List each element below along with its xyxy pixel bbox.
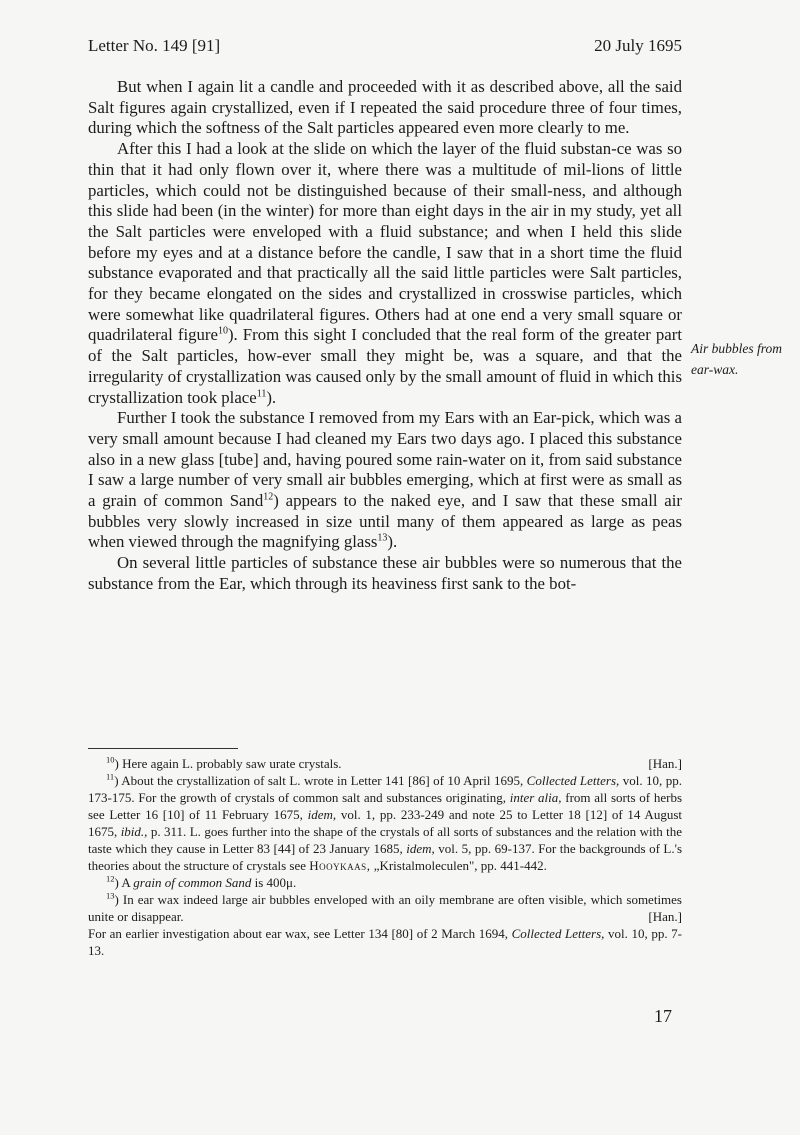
footnote-12-text-a: ) A	[114, 875, 134, 890]
footnote-11-text-g: „Kristalmoleculen", pp. 441-442.	[370, 858, 547, 873]
footnote-10	[88, 755, 682, 772]
footnote-13-attribution: [Han.]	[648, 909, 682, 924]
footnote-13-italic: Collected Letters,	[511, 926, 605, 941]
paragraph-3	[88, 408, 682, 553]
footnote-10-body	[88, 755, 342, 772]
margin-note-line-2: ear-wax.	[691, 361, 739, 377]
footnote-10-number: 10	[106, 754, 115, 765]
footnote-13-continuation	[88, 925, 682, 959]
footnote-11-italic-5: idem,	[406, 841, 435, 856]
footnote-ref-12: 12	[263, 491, 274, 503]
paragraph-3-text-a: Further I took the substance I removed from my Ears with an Ear-pick, which was a very small amount because I had cleaned my Ears two days ago. I placed this substance also in a new glass [tube] and, having poured some rain-water on it, from said substance I saw a large number of very small air bubbles emerging, which at first were as small as a grain of common Sand	[88, 408, 682, 511]
paragraph-2-text-b: ). From this sight I concluded that the real form of the greater part of the Salt particles, how-ever small they might be, was a square, and that the irregularity of crystallization was caused only by the small amount of fluid in which this crystallization took place	[88, 325, 682, 407]
footnote-12-italic: grain of common Sand	[133, 875, 252, 890]
footnote-13-number: 13	[106, 890, 115, 901]
footnote-11-italic-4: ibid.,	[120, 824, 148, 839]
footnote-11	[88, 772, 682, 874]
footnote-11-text-c: from all sorts of herbs see Letter 16 [10] of 11 February 1675,	[88, 790, 682, 822]
footnote-11-author: Hooykaas,	[309, 858, 371, 873]
paragraph-2-text-c: ).	[266, 387, 277, 407]
margin-note	[691, 339, 800, 380]
footnote-11-text-a: ) About the crystallization of salt L. wrote in Letter 141 [86] of 10 April 1695,	[114, 773, 527, 788]
footnote-13-text: ) In ear wax indeed large air bubbles enveloped with an oily membrane are often visible, which sometimes unite or disappear.	[88, 892, 682, 924]
footnote-12-number: 12	[106, 873, 115, 884]
footnote-11-italic-1: Collected Letters,	[526, 773, 620, 788]
footnote-11-text-d: vol. 1, pp. 233-249 and note 25 to Letter 18 [12] of 14 August 1675,	[88, 807, 682, 839]
footnote-11-number: 11	[106, 771, 115, 782]
paragraph-1: But when I again lit a candle and proceeded with it as described above, all the said Salt figures again crystallized, even if I repeated the said procedure three of four times, during which the softness of the Salt particles appeared even more clearly to me.	[88, 77, 682, 138]
paragraph-3-text-b: ) appears to the naked eye, and I saw that these small air bubbles very slowly increased in size until many of them appeared as large as peas when viewed through the magnifying glass	[88, 491, 682, 552]
footnote-13-text-c: For an earlier investigation about ear wax, see Letter 134 [80] of 2 March 1694,	[88, 926, 512, 941]
main-text	[88, 77, 682, 595]
running-header	[88, 36, 682, 62]
page-number: 17	[654, 1006, 672, 1026]
paragraph-3-text-c: ).	[387, 532, 398, 552]
footnote-10-attribution: [Han.]	[648, 756, 682, 771]
footnote-13-text-d: vol. 10, pp. 7-13.	[88, 926, 682, 958]
footnotes	[88, 755, 682, 959]
footnote-divider	[88, 748, 238, 749]
paragraph-2-text-a: After this I had a look at the slide on which the layer of the fluid substan-ce was so thin that it had only flown over it, where there was a multitude of mil-lions of little particles, which could not be distinguished because of their small-ness, and although this slide had been (in the winter) for more than eight days in the air in my study, yet all the Salt particles were enveloped with a fluid substance; and when I held this slide before my eyes and at a distance before the candle, I saw that in a short time the fluid substance evaporated and that practically all the said little particles were Salt particles, for they became elongated on the sides and crystallized in crosswise particles, which were somewhat like quadrilateral figures. Others had at one end a very small square or quadrilateral figure	[88, 139, 682, 345]
footnote-11-text-b: vol. 10, pp. 173-175. For the growth of crystals of common salt and substances originating,	[88, 773, 682, 805]
footnote-11-text-f: vol. 5, pp. 69-137. For the backgrounds of L.'s theories about the structure of crystals see	[88, 841, 682, 873]
paragraph-4: On several little particles of substance these air bubbles were so numerous that the substance from the Ear, which through its heaviness first sank to the bot-	[88, 553, 682, 593]
footnote-12	[88, 874, 682, 891]
footnote-ref-11: 11	[256, 387, 267, 399]
footnote-ref-13: 13	[377, 532, 388, 544]
footnote-11-italic-2: inter alia,	[509, 790, 562, 805]
margin-note-line-1: Air bubbles from	[691, 341, 782, 356]
footnote-11-italic-3: idem,	[307, 807, 337, 822]
paragraph-2	[88, 139, 682, 408]
header-letter-number: Letter No. 149 [91]	[88, 36, 221, 55]
footnote-10-text: ) Here again L. probably saw urate crystals.	[114, 756, 342, 771]
footnote-11-text-e: p. 311. L. goes further into the shape of the crystals of all sorts of substances and the relation with the taste which they cause in Letter 83 [44] of 23 January 1685,	[88, 824, 683, 856]
footnote-12-text-b: is 400μ.	[251, 875, 297, 890]
footnote-ref-10: 10	[217, 325, 228, 337]
footnote-13	[88, 891, 682, 925]
header-date: 20 July 1695	[594, 36, 682, 55]
